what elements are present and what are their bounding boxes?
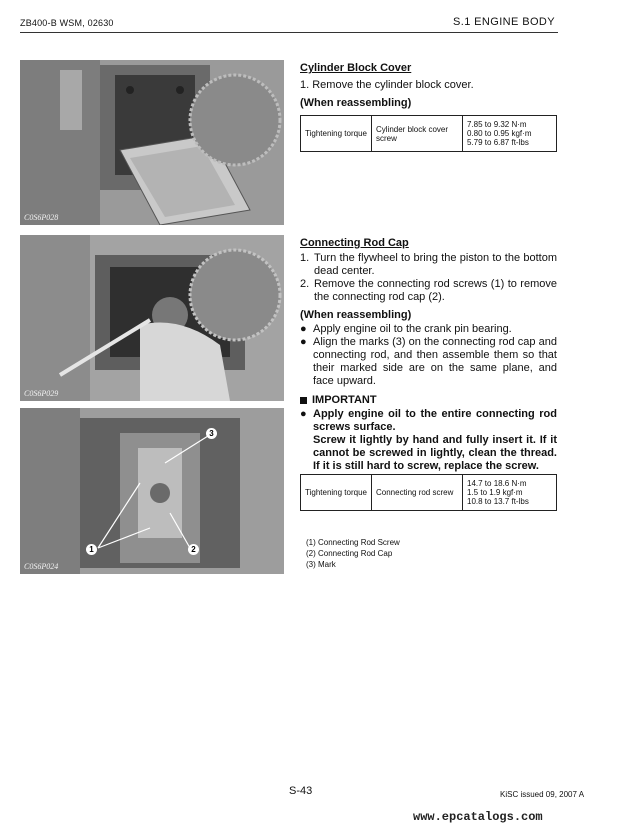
callout-1: 1 xyxy=(86,544,97,555)
important-block xyxy=(300,408,557,473)
torque-item: Cylinder block cover screw xyxy=(372,116,463,152)
list-item: ● Apply engine oil to the crank pin bearing. xyxy=(300,323,512,335)
photo-caption: C0S6P024 xyxy=(24,562,59,571)
torque-value-kgfm: 0.80 to 0.95 kgf·m xyxy=(467,129,532,138)
torque-values xyxy=(463,475,557,511)
torque-value-ftlbs: 10.8 to 13.7 ft-lbs xyxy=(467,497,529,506)
reassembling-heading: (When reassembling) xyxy=(300,309,412,321)
reassembling-heading: (When reassembling) xyxy=(300,97,412,109)
page-number: S-43 xyxy=(289,785,313,797)
document-code: ZB400-B WSM, 02630 xyxy=(20,18,114,28)
torque-table-cylinder-block-cover xyxy=(300,115,557,152)
legend-item: (3) Mark xyxy=(306,560,336,569)
torque-value-nm: 14.7 to 18.6 N·m xyxy=(467,479,527,488)
photo-cylinder-block-cover xyxy=(20,60,284,225)
important-text: Screw it lightly by hand and fully insert it. If it cannot be screwed in lightly, clean the thread. If it is still hard to screw, replace the screw. xyxy=(313,434,557,472)
list-item: ● Apply engine oil to the entire connecting rod screws surface. xyxy=(300,408,557,433)
square-icon xyxy=(300,397,307,404)
legend-item: (1) Connecting Rod Screw xyxy=(306,538,400,547)
legend-item: (2) Connecting Rod Cap xyxy=(306,549,393,558)
bullet-icon: ● xyxy=(300,323,307,335)
section-title-connecting-rod-cap: Connecting Rod Cap xyxy=(300,237,409,249)
callout-2: 2 xyxy=(188,544,199,555)
reassembling-bullets xyxy=(300,323,557,388)
torque-value-kgfm: 1.5 to 1.9 kgf·m xyxy=(467,488,523,497)
header-rule xyxy=(20,32,558,33)
bullet-icon: ● xyxy=(300,336,307,348)
torque-values xyxy=(463,116,557,152)
list-item: 1. Turn the flywheel to bring the piston to the bottom dead center. xyxy=(300,252,557,277)
photo-connecting-rod-marks xyxy=(20,408,284,574)
torque-value-ftlbs: 5.79 to 6.87 ft-lbs xyxy=(467,138,529,147)
photo-caption: C0S6P029 xyxy=(24,389,59,398)
watermark-url: www.epcatalogs.com xyxy=(413,810,543,824)
step-text: 1. Remove the cylinder block cover. xyxy=(300,79,474,91)
callout-3: 3 xyxy=(206,428,217,439)
issue-note: KiSC issued 09, 2007 A xyxy=(500,790,585,799)
list-item: ● Align the marks (3) on the connecting rod cap and connecting rod, and then assemble them so that their marked side are on the same plane, and face upward. xyxy=(300,336,557,387)
photo-connecting-rod-cap-removal xyxy=(20,235,284,401)
torque-label: Tightening torque xyxy=(301,116,372,152)
list-item: 2. Remove the connecting rod screws (1) to remove the connecting rod cap (2). xyxy=(300,278,557,303)
steps-list xyxy=(300,252,557,304)
torque-item: Connecting rod screw xyxy=(372,475,463,511)
section-heading: S.1 ENGINE BODY xyxy=(453,16,555,28)
torque-label: Tightening torque xyxy=(301,475,372,511)
photo-caption: C0S6P028 xyxy=(24,213,59,222)
section-title-cylinder-block-cover: Cylinder Block Cover xyxy=(300,62,412,74)
important-heading: IMPORTANT xyxy=(300,394,377,406)
bullet-icon: ● xyxy=(300,408,307,420)
figure-legend xyxy=(306,537,400,570)
torque-value-nm: 7.85 to 9.32 N·m xyxy=(467,120,527,129)
torque-table-connecting-rod xyxy=(300,474,557,511)
